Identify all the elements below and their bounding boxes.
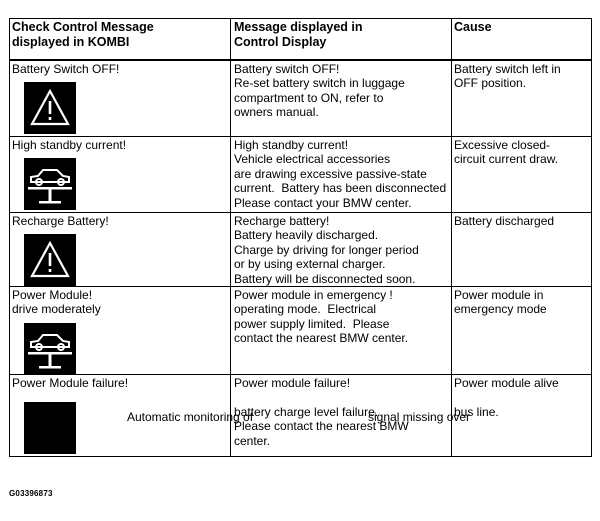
text-line: Battery switch left in <box>454 62 561 76</box>
kombi-cell <box>10 213 231 287</box>
table-row <box>10 137 592 213</box>
text-line: OFF position. <box>454 76 527 91</box>
text-line: circuit current draw. <box>454 152 559 167</box>
car-on-lift-icon <box>24 158 76 210</box>
text-line: drive moderately <box>12 302 101 317</box>
warning-triangle-icon <box>24 234 76 286</box>
text-line: Battery discharged <box>454 214 555 228</box>
header-kombi <box>10 19 231 61</box>
text-line: bus line. <box>454 404 499 419</box>
text-line: Cause <box>454 20 492 34</box>
text-line: Battery switch OFF! <box>234 62 340 76</box>
display-message-cell <box>231 213 452 287</box>
header-cause <box>452 19 592 61</box>
text-line <box>454 390 589 404</box>
text-line: Re-set battery switch in luggage <box>234 76 405 91</box>
text-line: Battery heavily discharged. <box>234 228 379 243</box>
kombi-cell <box>10 60 231 137</box>
text-line: Power module in emergency ! <box>234 288 393 303</box>
text-line: power supply limited. Please <box>234 316 390 331</box>
text-line: Charge by driving for longer period <box>234 242 419 257</box>
cause-cell <box>452 213 592 287</box>
text-line: compartment to ON, refer to <box>234 90 384 105</box>
display-message-cell <box>231 287 452 375</box>
text-line: Power Module! <box>12 288 93 303</box>
text-line <box>234 390 449 404</box>
text-line: Power Module failure! <box>12 376 129 391</box>
text-line: Power module failure! <box>234 376 351 391</box>
table-row <box>10 375 592 457</box>
overlay-text-left: Automatic monitoring of <box>127 410 254 424</box>
blank-black-icon <box>24 402 76 454</box>
kombi-cell <box>10 287 231 375</box>
text-line: emergency mode <box>454 302 547 317</box>
text-line: Recharge battery! <box>234 214 330 228</box>
text-line: Please contact the nearest BMW <box>234 419 409 434</box>
text-line: Power module in <box>454 288 544 303</box>
check-control-table <box>9 18 592 457</box>
cause-cell <box>452 137 592 213</box>
text-line: contact the nearest BMW center. <box>234 331 409 346</box>
display-message-cell <box>231 60 452 137</box>
table-row <box>10 287 592 375</box>
header-control-display <box>231 19 452 61</box>
text-line: Message displayed in <box>234 20 363 34</box>
text-line: Control Display <box>234 35 327 49</box>
text-line: Battery will be disconnected soon. <box>234 271 416 286</box>
text-line: Battery Switch OFF! <box>12 62 120 76</box>
table-row <box>10 60 592 137</box>
text-line: battery charge level failure. <box>234 404 379 419</box>
text-line: Excessive closed- <box>454 138 551 152</box>
figure-code: G03396873 <box>9 489 53 498</box>
kombi-cell <box>10 137 231 213</box>
text-line: current. Battery has been disconnected <box>234 181 447 196</box>
text-line: Power module alive <box>454 376 559 391</box>
text-line: are drawing excessive passive-state <box>234 166 427 181</box>
display-message-cell <box>231 137 452 213</box>
text-line: High standby current! <box>234 138 349 152</box>
text-line: Please contact your BMW center. <box>234 195 412 210</box>
text-line: operating mode. Electrical <box>234 302 377 317</box>
text-line: owners manual. <box>234 105 319 120</box>
text-line: Check Control Message <box>12 20 154 34</box>
cause-cell <box>452 375 592 457</box>
text-line: or by using external charger. <box>234 257 386 272</box>
text-line: High standby current! <box>12 138 127 152</box>
text-line: displayed in KOMBI <box>12 35 130 49</box>
overlay-text-right: signal missing over <box>368 410 471 424</box>
text-line: Vehicle electrical accessories <box>234 152 391 167</box>
header-row <box>10 19 592 61</box>
table-row <box>10 213 592 287</box>
text-line: Recharge Battery! <box>12 214 109 228</box>
car-on-lift-icon <box>24 323 76 375</box>
text-line: center. <box>234 433 271 448</box>
warning-triangle-icon <box>24 82 76 134</box>
cause-cell <box>452 287 592 375</box>
cause-cell <box>452 60 592 137</box>
